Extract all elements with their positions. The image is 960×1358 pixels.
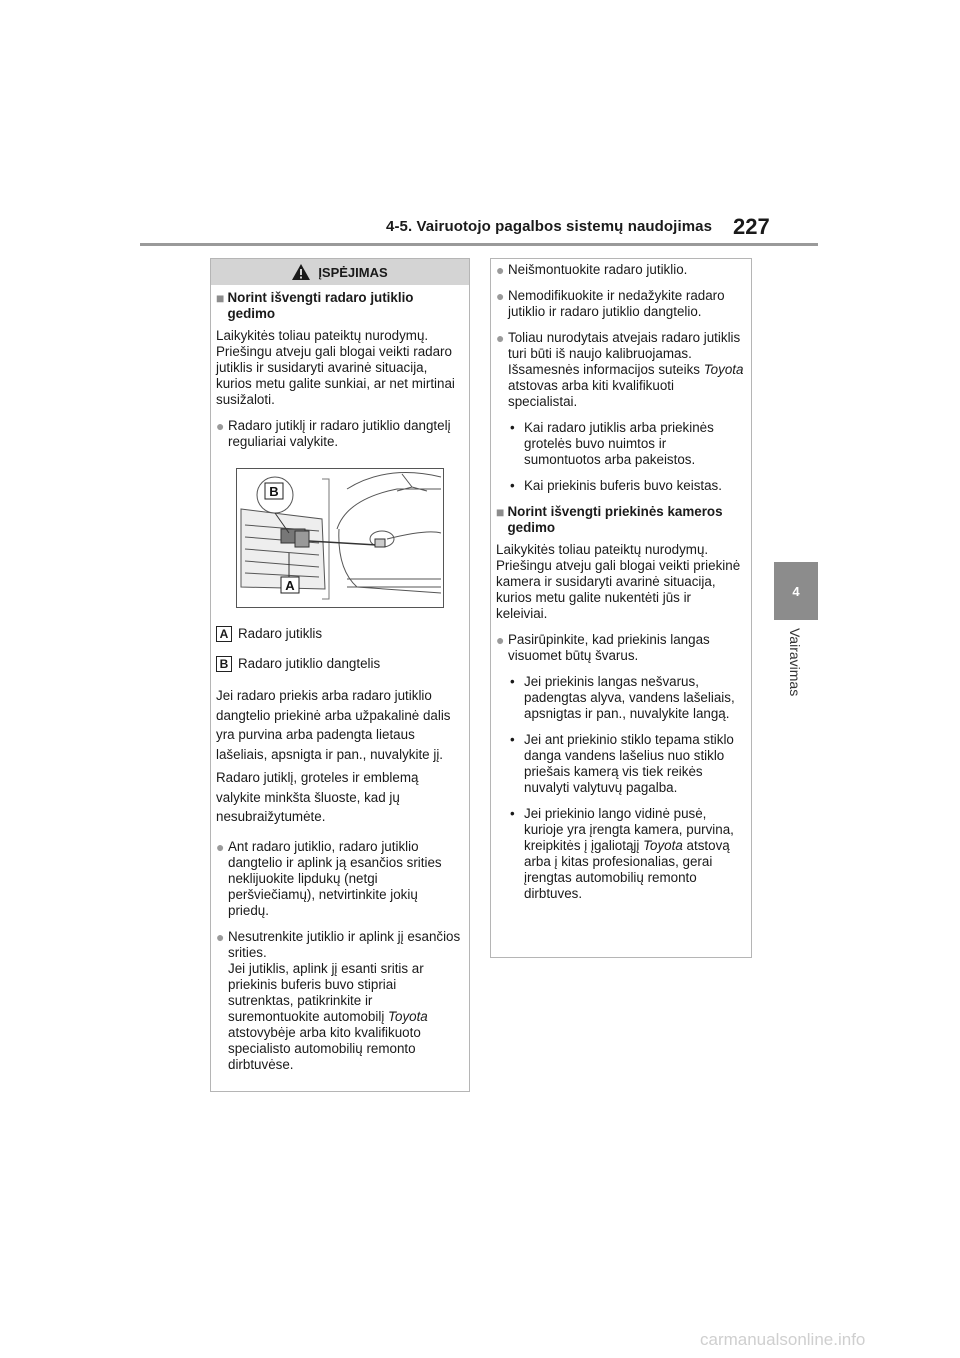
list-item-text xyxy=(228,929,462,1073)
round-bullet-icon: ● xyxy=(216,928,225,945)
list-item xyxy=(496,330,744,410)
page-number: 227 xyxy=(733,214,770,239)
cleaning-paragraphs xyxy=(216,686,462,827)
square-bullet-icon: ■ xyxy=(496,504,505,520)
list-item-text: Nemodifikuokite ir nedažykite radaro jutiklio ir radaro jutiklio dangtelio. xyxy=(508,288,725,319)
dash-bullet: • xyxy=(510,420,515,435)
watermark: carmanualsonline.info xyxy=(700,1330,866,1349)
legend-item-a xyxy=(216,626,462,642)
dash-bullet: • xyxy=(510,674,515,689)
section-intro: Laikykitės toliau pateiktų nurodymų. Priešingu atveju gali blogai veikti radaro jutiklis ir susidaryti avarinė situacija, kurios metu galite sunkiai, ar net mirtinai susižaloti. xyxy=(216,328,455,407)
sub-list-text-line: Jei priekinio lango vidinė pusė, kurioje yra įrengta kamera, purvina, kreipkitės į įgaliotąjį xyxy=(524,806,734,853)
warning-heading: ĮSPĖJIMAS xyxy=(318,264,388,280)
list-item-text: Ant radaro jutiklio, radaro jutiklio dangtelio ir aplink ją esančios srities neklijuokite lipdukų (netgi peršviečiamų), netvirtinkite jokių priedų. xyxy=(228,838,442,918)
list-item-text: Pasirūpinkite, kad priekinis langas visuomet būtų švarus. xyxy=(508,632,710,663)
legend-item-b xyxy=(216,656,462,672)
warning-content xyxy=(216,290,462,1083)
section-heading xyxy=(216,290,462,322)
sub-list-item xyxy=(496,674,744,722)
list-item xyxy=(216,418,462,450)
chapter-tab: 4 xyxy=(774,562,818,620)
section-heading-text: Norint išvengti priekinės kameros gedimo xyxy=(507,504,723,535)
list-item xyxy=(216,929,462,1073)
brand-name: Toyota xyxy=(388,1008,428,1024)
dash-bullet: • xyxy=(510,806,515,821)
warning-triangle-icon xyxy=(292,264,310,280)
round-bullet-icon: ● xyxy=(216,418,225,434)
sub-list-text: Jei ant priekinio stiklo tepama stiklo danga vandens lašelius nuo stiklo priešais kamerą vis tiek reikės nuvalyti valytuvų pagalba. xyxy=(524,732,734,795)
dash-bullet: • xyxy=(510,732,515,747)
round-bullet-icon: ● xyxy=(496,632,505,648)
header-divider xyxy=(140,243,818,246)
legend-marker-a: A xyxy=(216,626,232,642)
brand-name: Toyota xyxy=(643,838,683,853)
sub-list-text: Kai radaro jutiklis arba priekinės grotelės buvo nuimtos ir sumontuotos arba pakeistos. xyxy=(524,420,714,467)
list-item-text-line: Nesutrenkite jutiklio ir aplink jį esančios srities. xyxy=(228,928,461,960)
list-item xyxy=(496,632,744,664)
chapter-label: Vairavimas xyxy=(787,628,803,697)
list-item-text-line: Toliau nurodytais atvejais radaro jutiklis turi būti iš naujo kalibruojamas. Išsamesnės informacijos suteiks xyxy=(508,330,741,377)
sub-list-text xyxy=(524,806,744,902)
dash-bullet: • xyxy=(510,478,515,493)
sub-list-text-line: atstovą arba į kitas profesionalias, gerai įrengtas automobilių remonto dirbtuves. xyxy=(524,838,730,901)
sub-list-item xyxy=(496,806,744,902)
round-bullet-icon: ● xyxy=(496,330,505,346)
section-heading-text: Norint išvengti radaro jutiklio gedimo xyxy=(227,290,414,321)
list-item-text-line: atstovas arba kiti kvalifikuoti specialistai. xyxy=(508,378,674,409)
legend-marker-b: B xyxy=(216,656,232,672)
section-intro: Laikykitės toliau pateiktų nurodymų. Priešingu atveju gali blogai veikti priekinė kamera ir susidaryti avarinė situacija, kurios metu galite nukentėti jūs ir keleiviai. xyxy=(496,542,741,621)
sub-list-text: Jei priekinis langas nešvarus, padengtas alyva, vandens lašeliais, apsnigtas ir pan., nuvalykite langą. xyxy=(524,674,735,721)
radar-sensor-figure xyxy=(236,468,444,608)
list-item-text xyxy=(508,330,744,410)
sub-list-item xyxy=(496,732,744,796)
round-bullet-icon: ● xyxy=(496,262,505,278)
legend-text: Radaro jutiklis xyxy=(238,626,323,641)
continuation-content xyxy=(496,262,744,912)
paragraph: Jei radaro priekis arba radaro jutiklio dangtelio priekinė arba užpakalinė dalis yra purvina arba padengta lietaus lašeliais, apsnigta ir pan., nuvalykite jį. xyxy=(216,688,451,762)
square-bullet-icon: ■ xyxy=(216,290,225,306)
round-bullet-icon: ● xyxy=(496,288,505,304)
figure-label-b: B xyxy=(269,484,279,499)
list-item xyxy=(496,288,744,320)
list-item-text: Neišmontuokite radaro jutiklio. xyxy=(508,262,688,277)
list-item xyxy=(216,839,462,919)
section-heading xyxy=(496,504,744,536)
list-item-text-line: atstovybėje arba kito kvalifikuoto specialisto automobilių remonto dirbtuvėse. xyxy=(228,1024,421,1072)
brand-name: Toyota xyxy=(703,362,744,377)
list-item-text: Radaro jutiklį ir radaro jutiklio dangtelį reguliariai valykite. xyxy=(228,418,451,449)
sub-list-item xyxy=(496,420,744,468)
warning-header xyxy=(211,259,469,285)
legend-text: Radaro jutiklio dangtelis xyxy=(238,656,381,671)
section-title: 4-5. Vairuotojo pagalbos sistemų naudojimas xyxy=(386,218,713,235)
list-item-text-line: Jei jutiklis, aplink jį esanti sritis ar priekinis buferis buvo stipriai sutrenktas, patikrinkite ir suremontuokite automobilį xyxy=(228,960,424,1024)
paragraph: Radaro jutiklį, groteles ir emblemą valykite minkšta šluoste, kad jų nesubraižytumėte. xyxy=(216,770,419,824)
list-item xyxy=(496,262,744,278)
round-bullet-icon: ● xyxy=(216,838,225,855)
figure-label-a: A xyxy=(285,578,295,593)
sub-list-text: Kai priekinis buferis buvo keistas. xyxy=(524,478,722,493)
sub-list-item xyxy=(496,478,744,494)
